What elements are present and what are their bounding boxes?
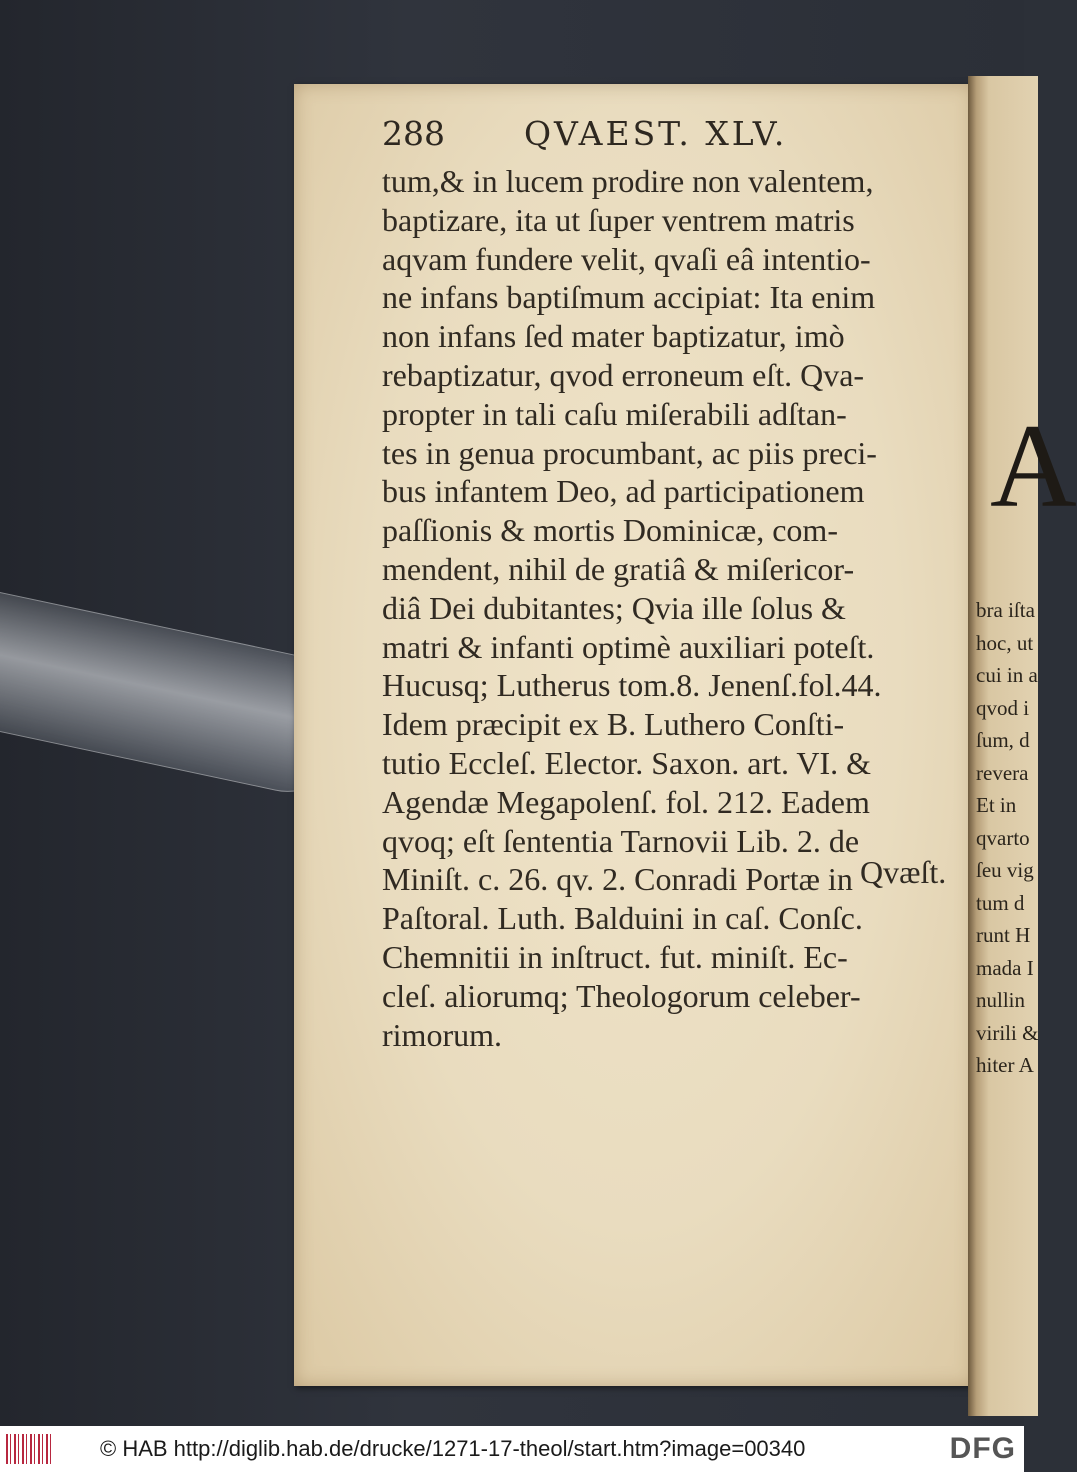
running-head: QVAEST. XLV.	[524, 114, 788, 153]
text-line: Miniſt. c. 26. qv. 2. Conradi Portæ in	[382, 861, 853, 898]
text-line: qvoq; eſt ſententia Tarnovii Lib. 2. de	[382, 822, 860, 859]
facing-initial-letter: A	[990, 399, 1077, 532]
text-line: tes in genua procumbant, ac piis preci-	[382, 434, 877, 471]
footer-bar	[0, 1426, 1024, 1472]
catchword: Qvæſt.	[860, 854, 947, 890]
text-line: mendent, nihil de gratiâ & miſericor-	[382, 550, 855, 587]
text-line: rimorum.	[382, 1016, 502, 1053]
text-line: ne infans baptiſmum accipiat: Ita enim	[382, 279, 876, 316]
facing-text-fragments: bra iſta hoc, ut cui in a qvod i ſum, d revera Et in qvarto ſeu vig tum d runt H mada I nullin virili & hiter A	[976, 598, 1039, 1077]
text-line: tutio Eccleſ. Elector. Saxon. art. VI. &	[382, 744, 872, 781]
book-page	[294, 84, 974, 1386]
text-line: Hucusq; Lutherus tom.8. Jenenſ.fol.44.	[382, 667, 882, 704]
page-header	[382, 114, 922, 153]
text-line: Agendæ Megapolenſ. fol. 212. Eadem	[382, 783, 870, 820]
text-line: diâ Dei dubitantes; Qvia ille ſolus &	[382, 589, 846, 626]
facing-page-edge	[968, 76, 1077, 1416]
dfg-logo: DFG	[949, 1432, 1016, 1465]
text-line: baptizare, ita ut ſuper ventrem matris	[382, 201, 855, 238]
text-line: Paſtoral. Luth. Balduini in caſ. Conſc.	[382, 900, 863, 937]
text-line: matri & infanti optimè auxiliari poteſt.	[382, 628, 875, 665]
text-line: paſſionis & mortis Dominicæ, com-	[382, 512, 838, 549]
text-line: cleſ. aliorumq; Theologorum celeber-	[382, 977, 861, 1014]
text-line: Chemnitii in inſtruct. fut. miniſt. Ec-	[382, 938, 848, 975]
text-line: tum,& in lucem prodire non valentem,	[382, 163, 874, 199]
library-barcode-icon	[6, 1434, 52, 1464]
text-line: rebaptizatur, qvod erroneum eſt. Qva-	[382, 356, 865, 393]
text-line: non infans ſed mater baptizatur, imò	[382, 318, 845, 355]
page-body-text	[382, 162, 962, 1054]
source-credit: © HAB http://diglib.hab.de/drucke/1271-17-theol/start.htm?image=00340	[100, 1436, 806, 1461]
page-number: 288	[382, 114, 445, 153]
text-line: aqvam fundere velit, qvaſi eâ intentio-	[382, 240, 871, 277]
text-line: bus infantem Deo, ad participationem	[382, 473, 865, 510]
text-line: propter in tali caſu miſerabili adſtan-	[382, 395, 847, 432]
text-line: Idem præcipit ex B. Luthero Conſti-	[382, 706, 845, 743]
